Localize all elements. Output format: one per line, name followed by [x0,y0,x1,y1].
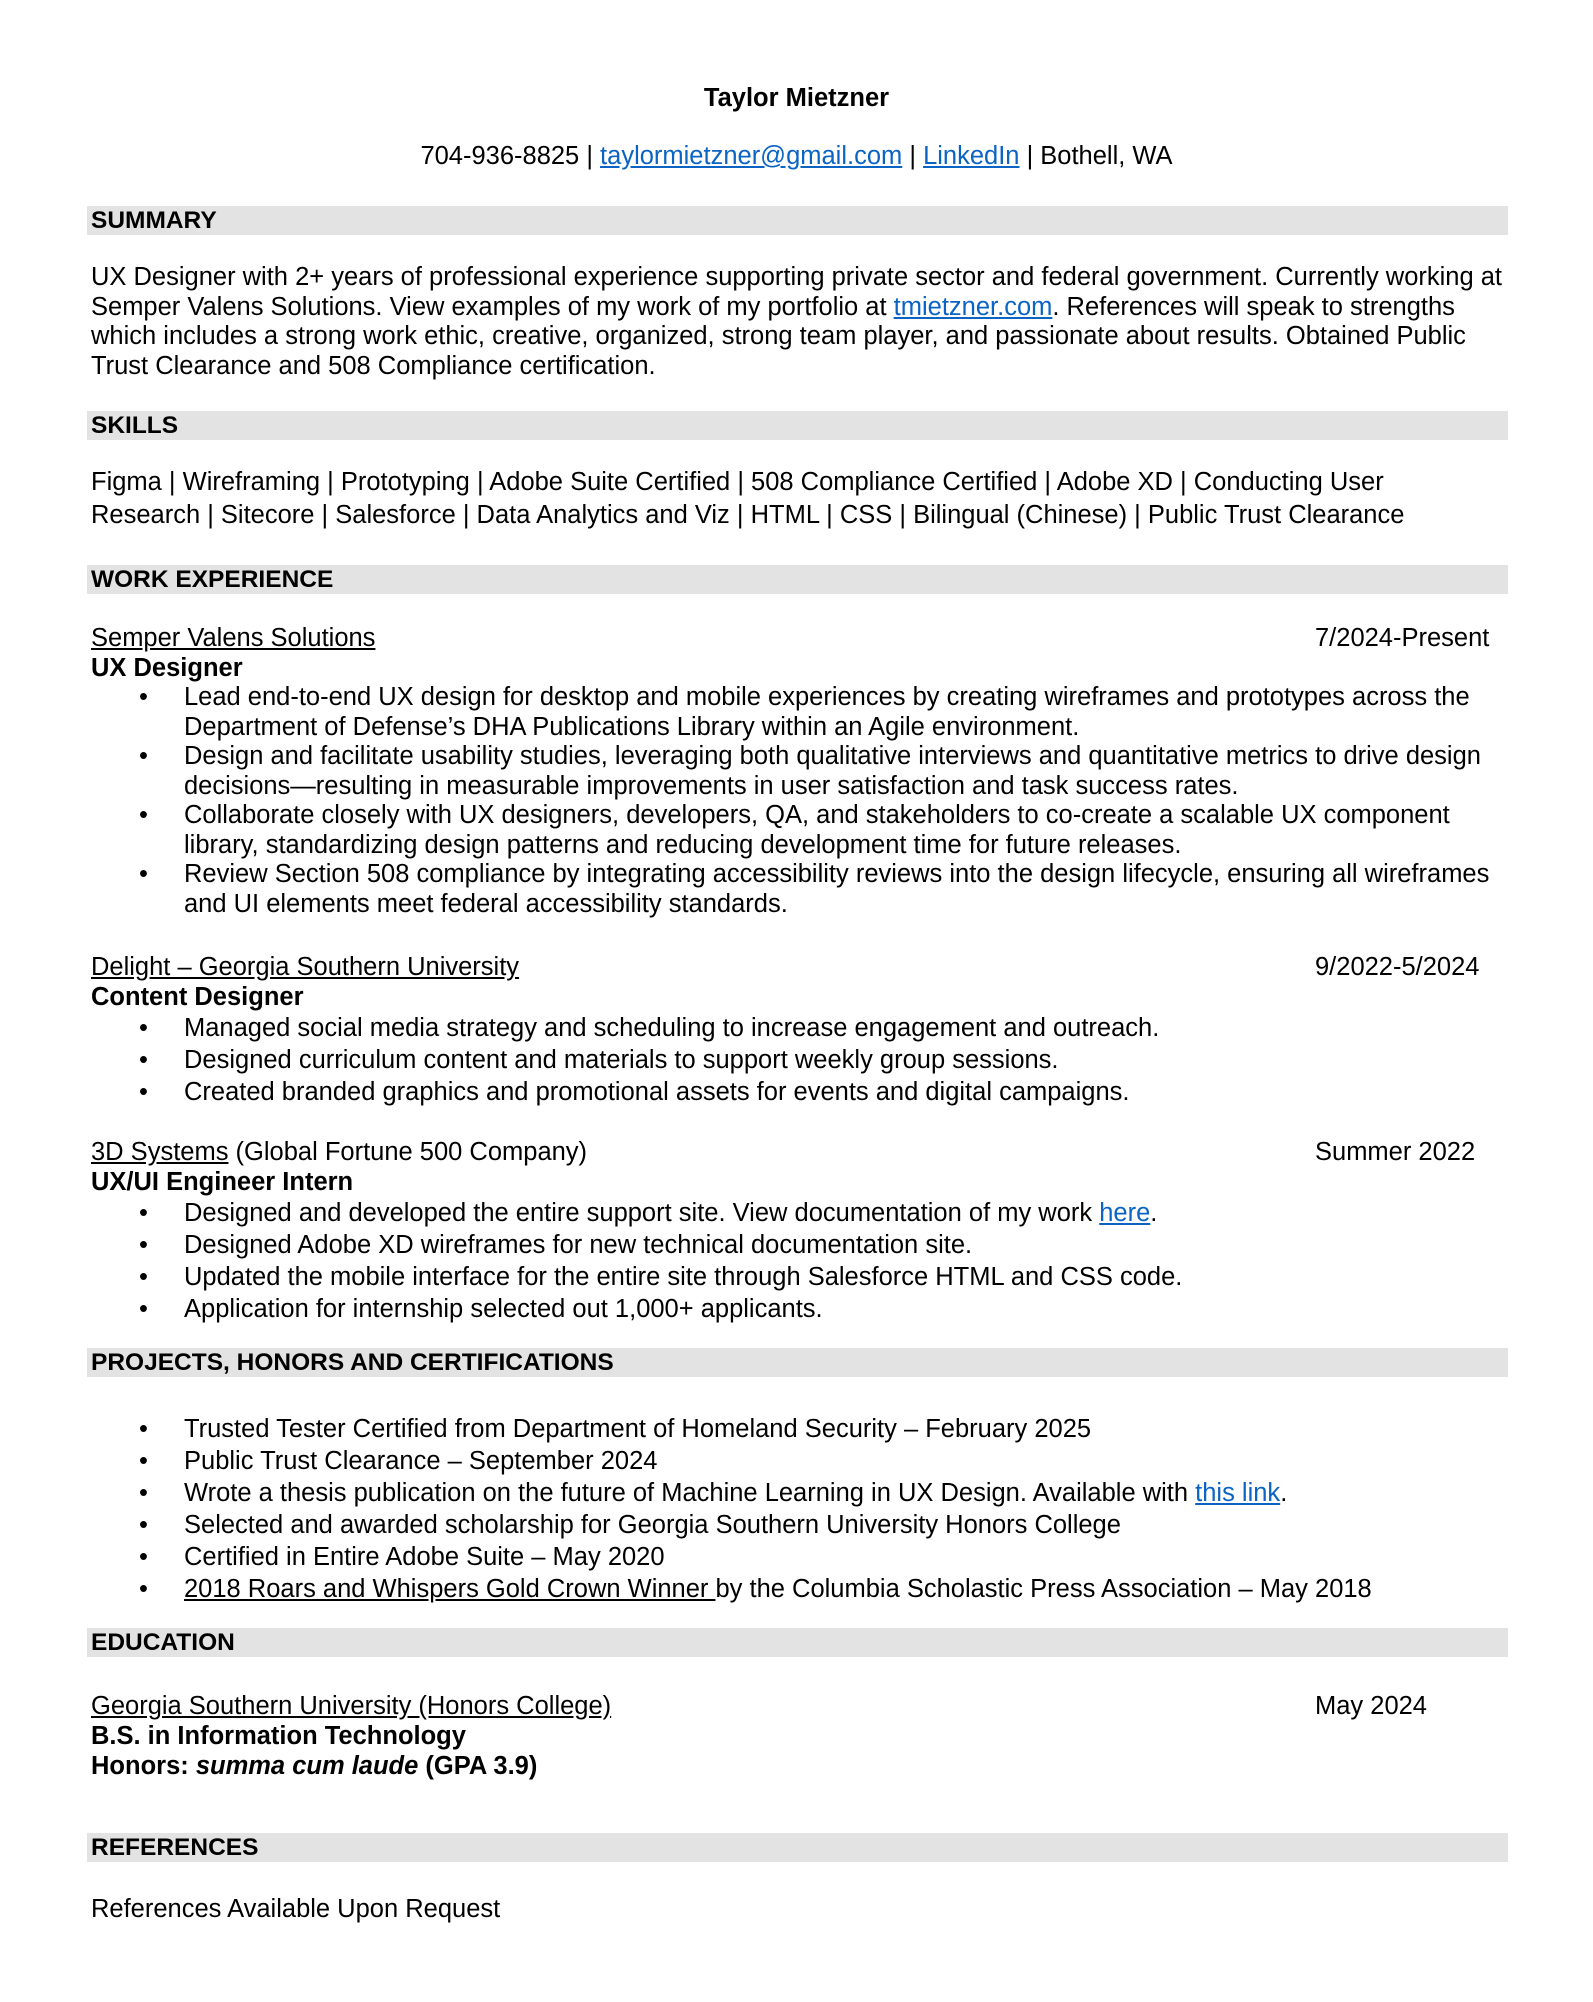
thesis-link[interactable]: this link [1195,1479,1281,1507]
bullet-text: Wrote a thesis publication on the future of Machine Learning in UX Design. Available with [184,1479,1196,1507]
job-org: 3D Systems [91,1138,229,1166]
job-3d-systems [91,1137,1511,1325]
section-work-title: WORK EXPERIENCE [91,566,334,593]
list-item [91,1293,1511,1325]
bullet-dot-icon: • [139,1511,148,1539]
bullet-text: Designed Adobe XD wireframes for new technical documentation site. [184,1231,973,1259]
bullet-dot-icon: • [139,742,148,770]
bullet-dot-icon: • [139,1263,148,1291]
bullet-text: Updated the mobile interface for the entire site through Salesforce HTML and CSS code. [184,1263,1183,1291]
phone: 704-936-8825 [420,142,580,170]
bullet-text: Public Trust Clearance – September 2024 [184,1447,658,1475]
list-item [91,1573,1511,1605]
summary-text-end: . References will speak to strengths which includes a strong work ethic, creative, organized, strong team player, and passionate about results. Obtained Public Trust Clearance and 508 Compliance certification. [91,292,1466,380]
award-link[interactable]: 2018 Roars and Whispers Gold Crown Winner [184,1575,716,1603]
bullet-text: Design and facilitate usability studies, leveraging both qualitative interviews and quantitative metrics to drive design decisions—resulting in measurable improvements in user satisfaction and task success rates. [184,742,1481,800]
candidate-name: Taylor Mietzner [703,84,890,112]
honors-latin: summa cum laude [195,1752,419,1780]
education-date: May 2024 [1315,1692,1427,1720]
list-item [91,1012,1511,1044]
job-org: Delight – Georgia Southern University [91,953,520,981]
separator: | [579,142,601,170]
job-date: 7/2024-Present [1315,624,1490,652]
section-summary-bar [87,206,1508,235]
documentation-link[interactable]: here [1099,1199,1151,1227]
separator: | [902,142,924,170]
section-education-title: EDUCATION [91,1629,235,1656]
bullet-dot-icon: • [139,1014,148,1042]
job-bullets [91,683,1511,919]
skills-line: Figma | Wireframing | Prototyping | Adobe Suite Certified | 508 Compliance Certified | Adobe XD | Conducting User [91,468,1384,496]
school-name: Georgia Southern University (Honors College) [91,1692,612,1720]
list-item [91,1261,1511,1293]
honors-line [91,1751,1511,1781]
bullet-text: Designed and developed the entire support site. View documentation of my work [184,1199,1100,1227]
list-item [91,742,1511,801]
bullet-text: Trusted Tester Certified from Department of Homeland Security – February 2025 [184,1415,1092,1443]
list-item [91,860,1511,919]
bullet-text: Created branded graphics and promotional assets for events and digital campaigns. [184,1078,1130,1106]
bullet-text: Designed curriculum content and materials to support weekly group sessions. [184,1046,1059,1074]
skills-line: Research | Sitecore | Salesforce | Data Analytics and Viz | HTML | CSS | Bilingual (Chinese) | Public Trust Clearance [91,501,1405,529]
bullet-dot-icon: • [139,1447,148,1475]
bullet-text: Application for internship selected out 1,000+ applicants. [184,1295,823,1323]
bullet-text: Selected and awarded scholarship for Georgia Southern University Honors College [184,1511,1121,1539]
bullet-text: Managed social media strategy and scheduling to increase engagement and outreach. [184,1014,1160,1042]
bullet-dot-icon: • [139,1199,148,1227]
bullet-dot-icon: • [139,801,148,829]
honors-label: Honors: [91,1752,196,1780]
list-item [91,1044,1511,1076]
list-item [91,1477,1511,1509]
job-bullets [91,1197,1511,1325]
list-item [91,1076,1511,1108]
section-references-title: REFERENCES [91,1834,259,1861]
bullet-dot-icon: • [139,683,148,711]
projects-list-block [91,1413,1511,1605]
bullet-text: Lead end-to-end UX design for desktop and mobile experiences by creating wireframes and prototypes across the Department of Defense’s DHA Publications Library within an Agile environment. [184,683,1470,741]
bullet-dot-icon: • [139,1046,148,1074]
job-role: UX/UI Engineer Intern [91,1168,354,1196]
list-item [91,683,1511,742]
education-entry [91,1691,1511,1781]
list-item [91,801,1511,860]
contact-line [0,142,1593,171]
job-date: Summer 2022 [1315,1138,1476,1166]
bullet-dot-icon: • [139,1543,148,1571]
bullet-text: by the Columbia Scholastic Press Association – May 2018 [715,1575,1372,1603]
bullet-text: Collaborate closely with UX designers, developers, QA, and stakeholders to co-create a scalable UX component library, standardizing design patterns and reducing development time for future releases. [184,801,1450,859]
bullet-text-end: . [1280,1479,1288,1507]
bullet-text-end: . [1150,1199,1158,1227]
bullet-dot-icon: • [139,1415,148,1443]
list-item [91,1509,1511,1541]
location: Bothell, WA [1040,142,1173,170]
bullet-dot-icon: • [139,860,148,888]
list-item [91,1229,1511,1261]
section-work-bar [87,565,1508,594]
bullet-dot-icon: • [139,1479,148,1507]
section-summary-title: SUMMARY [91,207,217,234]
bullet-text: Certified in Entire Adobe Suite – May 2020 [184,1543,665,1571]
job-bullets [91,1012,1511,1108]
list-item [91,1541,1511,1573]
linkedin-link[interactable]: LinkedIn [923,142,1020,170]
section-education-bar [87,1628,1508,1657]
separator: | [1019,142,1041,170]
section-projects-bar [87,1348,1508,1377]
job-org-suffix: (Global Fortune 500 Company) [228,1138,588,1166]
job-org-line [91,1137,1511,1167]
honors-gpa: (GPA 3.9) [418,1752,538,1780]
portfolio-link[interactable]: tmietzner.com [893,292,1053,321]
list-item [91,1445,1511,1477]
job-delight [91,952,1511,1108]
section-skills-title: SKILLS [91,412,179,439]
section-projects-title: PROJECTS, HONORS AND CERTIFICATIONS [91,1349,614,1376]
bullet-dot-icon: • [139,1078,148,1106]
references-text: References Available Upon Request [91,1895,501,1923]
job-date: 9/2022-5/2024 [1315,953,1480,981]
degree: B.S. in Information Technology [91,1722,466,1750]
projects-list [91,1413,1511,1605]
bullet-dot-icon: • [139,1295,148,1323]
email-link[interactable]: taylormietzner@gmail.com [600,142,903,170]
job-semper-valens [91,623,1511,919]
job-role: Content Designer [91,983,304,1011]
bullet-dot-icon: • [139,1575,148,1603]
skills-list [91,466,1511,532]
bullet-dot-icon: • [139,1231,148,1259]
list-item [91,1413,1511,1445]
job-org: Semper Valens Solutions [91,624,376,652]
section-references-bar [87,1833,1508,1862]
bullet-text: Review Section 508 compliance by integrating accessibility reviews into the design lifecycle, ensuring all wireframes and UI elements meet federal accessibility standards. [184,860,1490,918]
summary-paragraph [91,263,1511,381]
section-skills-bar [87,411,1508,440]
list-item [91,1197,1511,1229]
job-role: UX Designer [91,654,243,682]
summary-text: UX Designer with 2+ years of professional experience supporting private sector and federal government. Currently working at Semper Valens Solutions. View examples of my work of my portfolio at [91,263,1503,321]
